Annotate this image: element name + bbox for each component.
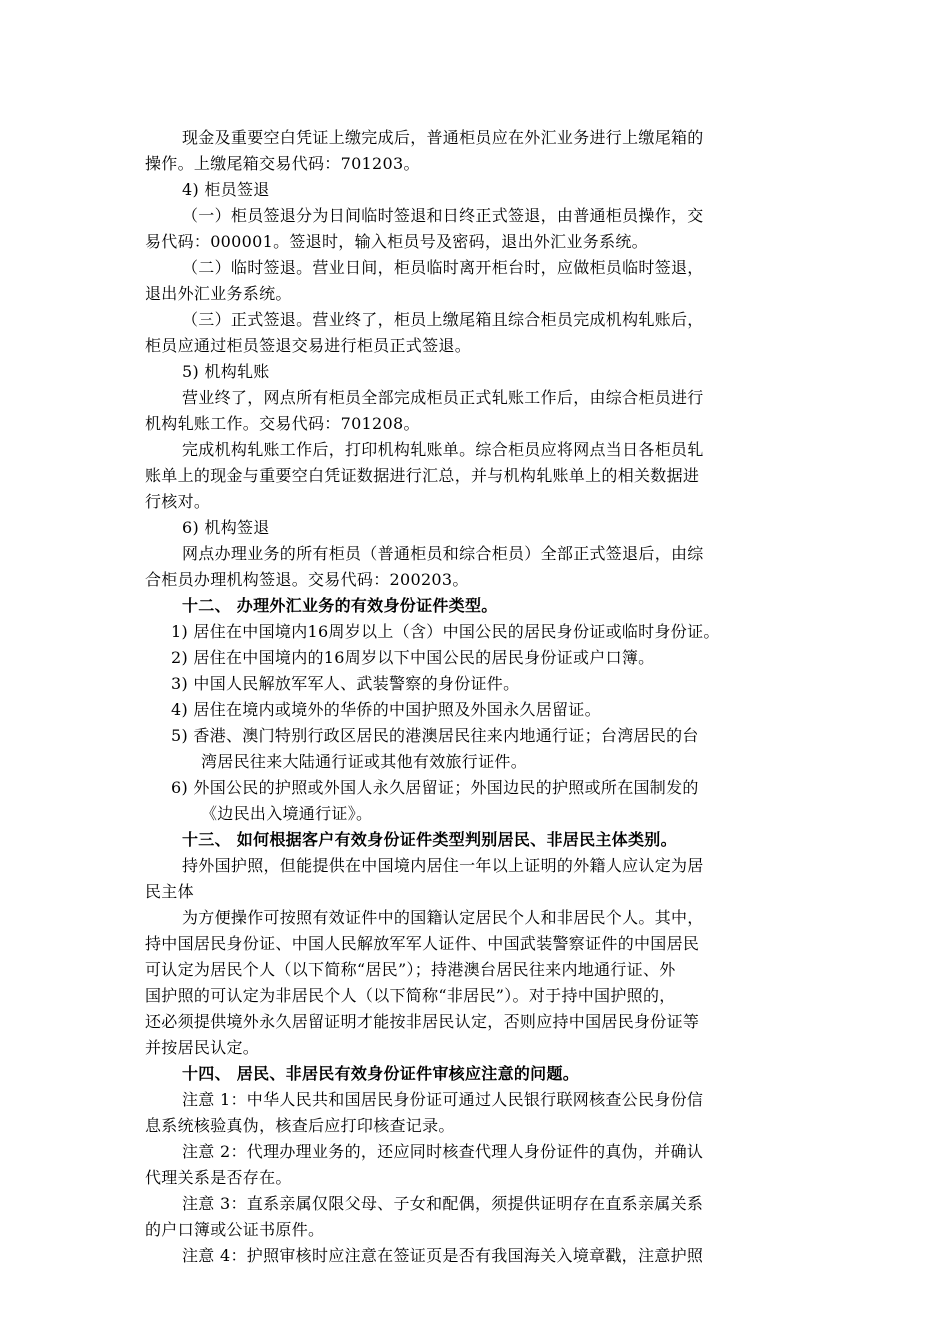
text-line: 国护照的可认定为非居民个人（以下简称“非居民”）。对于持中国护照的， [145,986,676,1005]
text-line: 息系统核验真伪，核查后应打印核查记录。 [145,1116,455,1135]
list-item: 6) 外国公民的护照或外国人永久居留证；外国边民的护照或所在国制发的 [171,778,699,797]
text-line: 可认定为居民个人（以下简称“居民”）；持港澳台居民往来内地通行证、外 [145,960,676,979]
text-line: 注意 3：直系亲属仅限父母、子女和配偶，须提供证明存在直系亲属关系 [182,1194,704,1213]
text-line: 湾居民往来大陆通行证或其他有效旅行证件。 [201,752,528,771]
text-line: 注意 4：护照审核时应注意在签证页是否有我国海关入境章戳，注意护照 [182,1246,704,1265]
text-line: 注意 2：代理办理业务的，还应同时核查代理人身份证件的真伪，并确认 [182,1142,704,1161]
text-line: 柜员应通过柜员签退交易进行柜员正式签退。 [145,336,472,355]
section-heading: 十三、 如何根据客户有效身份证件类型判别居民、非居民主体类别。 [182,830,677,849]
text-line: （三）正式签退。营业终了，柜员上缴尾箱且综合柜员完成机构轧账后， [182,310,704,329]
text-line: 完成机构轧账工作后，打印机构轧账单。综合柜员应将网点当日各柜员轧 [182,440,704,459]
text-line: 账单上的现金与重要空白凭证数据进行汇总，并与机构轧账单上的相关数据进 [145,466,700,485]
text-line: 易代码：000001。签退时，输入柜员号及密码，退出外汇业务系统。 [145,232,648,251]
text-line: 并按居民认定。 [145,1038,260,1057]
text-line: 行核对。 [145,492,211,511]
text-line: 注意 1：中华人民共和国居民身份证可通过人民银行联网核查公民身份信 [182,1090,704,1109]
list-item: 3) 中国人民解放军军人、武装警察的身份证件。 [171,674,520,693]
list-item: 5) 香港、澳门特别行政区居民的港澳居民往来内地通行证；台湾居民的台 [171,726,699,745]
text-line: 持外国护照，但能提供在中国境内居住一年以上证明的外籍人应认定为居 [182,856,704,875]
list-item: 1) 居住在中国境内16周岁以上（含）中国公民的居民身份证或临时身份证。 [171,622,720,641]
text-line: 营业终了，网点所有柜员全部完成柜员正式轧账工作后，由综合柜员进行 [182,388,704,407]
list-item: 2) 居住在中国境内的16周岁以下中国公民的居民身份证或户口簿。 [171,648,655,667]
text-line: 现金及重要空白凭证上缴完成后，普通柜员应在外汇业务进行上缴尾箱的 [182,128,704,147]
text-line: 退出外汇业务系统。 [145,284,292,303]
text-line: 5) 机构轧账 [182,362,270,381]
text-line: 机构轧账工作。交易代码：701208。 [145,414,420,433]
text-line: 代理关系是否存在。 [145,1168,292,1187]
text-line: 4) 柜员签退 [182,180,270,199]
text-line: 网点办理业务的所有柜员（普通柜员和综合柜员）全部正式签退后，由综 [182,544,704,563]
text-line: （一）柜员签退分为日间临时签退和日终正式签退，由普通柜员操作，交 [182,206,704,225]
text-line: 的户口簿或公证书原件。 [145,1220,325,1239]
text-line: 操作。上缴尾箱交易代码：701203。 [145,154,420,173]
section-heading: 十四、 居民、非居民有效身份证件审核应注意的问题。 [182,1064,580,1083]
text-line: 还必须提供境外永久居留证明才能按非居民认定，否则应持中国居民身份证等 [145,1012,700,1031]
list-item: 4) 居住在境内或境外的华侨的中国护照及外国永久居留证。 [171,700,601,719]
text-line: 合柜员办理机构签退。交易代码：200203。 [145,570,469,589]
text-line: 《边民出入境通行证》。 [201,804,373,823]
text-line: 为方便操作可按照有效证件中的国籍认定居民个人和非居民个人。其中， [182,908,704,927]
text-line: 民主体 [145,882,194,901]
text-line: 持中国居民身份证、中国人民解放军军人证件、中国武装警察证件的中国居民 [145,934,700,953]
section-heading: 十二、 办理外汇业务的有效身份证件类型。 [182,596,498,615]
text-line: 6) 机构签退 [182,518,270,537]
text-line: （二）临时签退。营业日间，柜员临时离开柜台时，应做柜员临时签退， [182,258,704,277]
